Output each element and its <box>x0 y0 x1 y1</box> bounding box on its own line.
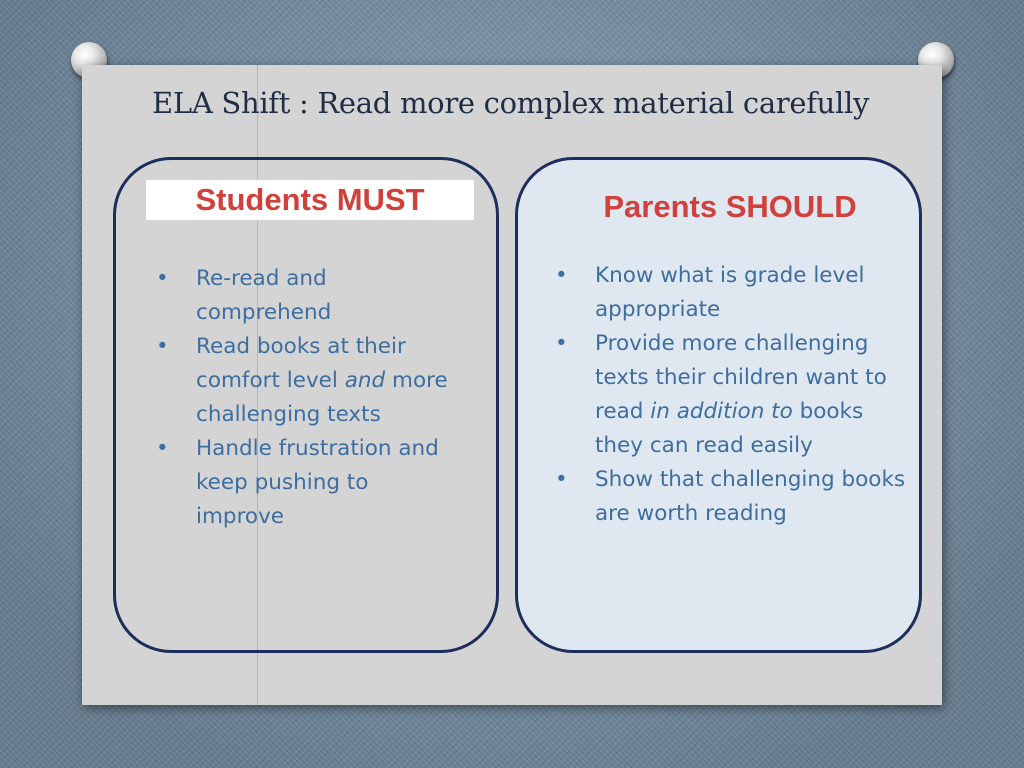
list-item-text: Provide more challenging texts their children want to read <box>595 331 887 424</box>
list-item <box>152 330 452 432</box>
list-item <box>551 463 906 531</box>
list-item-text: books they can read easily <box>595 399 864 458</box>
students-heading: Students MUST <box>146 180 474 220</box>
list-item-emphasis: in addition to <box>650 399 793 424</box>
list-item <box>551 259 906 327</box>
students-list <box>152 262 452 534</box>
list-item-text: Re-read and comprehend <box>196 266 332 325</box>
list-item-emphasis: and <box>344 368 386 393</box>
list-item-text: more challenging texts <box>196 368 448 427</box>
list-item-text: Show that challenging books are worth reading <box>595 467 906 526</box>
list-item-text: Know what is grade level appropriate <box>595 263 865 322</box>
list-item <box>551 327 906 463</box>
list-item-text: Read books at their comfort level <box>196 334 406 393</box>
list-item <box>152 262 452 330</box>
parents-list <box>551 259 906 531</box>
list-item-text: Handle frustration and keep pushing to improve <box>196 436 439 529</box>
parents-heading: Parents SHOULD <box>603 189 857 224</box>
slide-title: ELA Shift : Read more complex material carefully <box>152 86 870 120</box>
list-item <box>152 432 452 534</box>
